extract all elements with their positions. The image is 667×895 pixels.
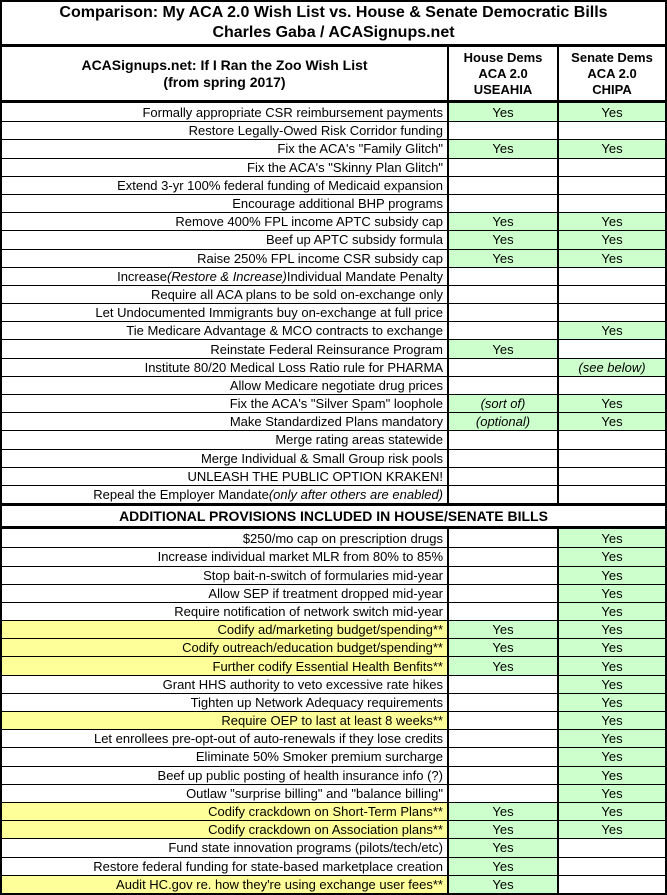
senate-value-cell: Yes <box>559 413 665 430</box>
house-value-cell <box>449 748 559 765</box>
row-label: Stop bait-n-switch of formularies mid-year <box>2 567 449 584</box>
senate-value-cell: Yes <box>559 712 665 729</box>
table-row <box>2 103 665 121</box>
senate-value-cell: Yes <box>559 395 665 412</box>
house-value-cell: Yes <box>449 876 559 893</box>
house-value-cell <box>449 603 559 620</box>
table-row <box>2 566 665 584</box>
column-header-wishlist <box>2 47 449 100</box>
table-row <box>2 620 665 638</box>
senate-value-cell <box>559 340 665 357</box>
table-row <box>2 430 665 448</box>
house-value-cell: Yes <box>449 340 559 357</box>
senate-value-cell: Yes <box>559 567 665 584</box>
table-row <box>2 747 665 765</box>
senate-value-cell: Yes <box>559 213 665 230</box>
house-value-cell <box>449 195 559 212</box>
row-label: Allow Medicare negotiate drug prices <box>2 377 449 394</box>
table-row <box>2 321 665 339</box>
row-label: Audit HC.gov re. how they're using exchange user fees** <box>2 876 449 893</box>
row-label: Make Standardized Plans mandatory <box>2 413 449 430</box>
house-value-cell <box>449 694 559 711</box>
senate-value-cell: Yes <box>559 730 665 747</box>
senate-value-cell <box>559 177 665 194</box>
row-label: Codify crackdown on Short-Term Plans** <box>2 803 449 820</box>
row-label: Further codify Essential Health Benfits** <box>2 657 449 674</box>
wishlist-section <box>2 103 665 503</box>
house-value-cell <box>449 468 559 485</box>
table-row <box>2 358 665 376</box>
senate-value-cell <box>559 122 665 139</box>
table-row <box>2 802 665 820</box>
table-row <box>2 529 665 547</box>
house-value-cell <box>449 177 559 194</box>
table-row <box>2 729 665 747</box>
senate-value-cell: Yes <box>559 803 665 820</box>
row-label: Restore Legally-Owed Risk Corridor funding <box>2 122 449 139</box>
table-row <box>2 693 665 711</box>
table-row <box>2 875 665 893</box>
house-value-cell <box>449 359 559 376</box>
page-title <box>2 2 665 47</box>
senate-value-cell: Yes <box>559 657 665 674</box>
house-value-cell: Yes <box>449 213 559 230</box>
table-row <box>2 121 665 139</box>
table-row <box>2 638 665 656</box>
house-value-cell <box>449 322 559 339</box>
house-value-cell <box>449 529 559 547</box>
house-value-cell: Yes <box>449 839 559 856</box>
senate-value-cell: Yes <box>559 585 665 602</box>
table-row <box>2 230 665 248</box>
house-value-cell <box>449 730 559 747</box>
house-value-cell: Yes <box>449 621 559 638</box>
row-label: Reinstate Federal Reinsurance Program <box>2 340 449 357</box>
table-row <box>2 485 665 503</box>
row-label: Remove 400% FPL income APTC subsidy cap <box>2 213 449 230</box>
senate-value-cell: Yes <box>559 140 665 157</box>
house-value-cell <box>449 159 559 176</box>
table-row <box>2 212 665 230</box>
table-row <box>2 766 665 784</box>
row-label: Restore federal funding for state-based marketplace creation <box>2 858 449 875</box>
column-header-senate: Senate Dems ACA 2.0 CHIPA <box>571 49 653 97</box>
table-row <box>2 267 665 285</box>
row-label: UNLEASH THE PUBLIC OPTION KRAKEN! <box>2 468 449 485</box>
row-label: Beef up APTC subsidy formula <box>2 231 449 248</box>
senate-value-cell <box>559 839 665 856</box>
house-value-cell <box>449 450 559 467</box>
row-label: Codify ad/marketing budget/spending** <box>2 621 449 638</box>
senate-value-cell: Yes <box>559 621 665 638</box>
row-label: Allow SEP if treatment dropped mid-year <box>2 585 449 602</box>
row-label: Extend 3-yr 100% federal funding of Medicaid expansion <box>2 177 449 194</box>
table-row <box>2 857 665 875</box>
row-label: Require OEP to last at least 8 weeks** <box>2 712 449 729</box>
table-row <box>2 194 665 212</box>
house-value-cell: Yes <box>449 103 559 121</box>
table-row <box>2 158 665 176</box>
table-row <box>2 784 665 802</box>
senate-value-cell: Yes <box>559 767 665 784</box>
table-row <box>2 449 665 467</box>
house-value-cell <box>449 712 559 729</box>
title-line-2: Charles Gaba / ACASignups.net <box>212 24 455 41</box>
table-row <box>2 820 665 838</box>
house-value-cell <box>449 676 559 693</box>
row-label: Fix the ACA's "Family Glitch" <box>2 140 449 157</box>
table-row <box>2 467 665 485</box>
table-row <box>2 394 665 412</box>
table-header <box>2 47 665 103</box>
senate-value-cell: Yes <box>559 250 665 267</box>
column-header-house: House Dems ACA 2.0 USEAHIA <box>449 47 559 100</box>
row-label: Encourage additional BHP programs <box>2 195 449 212</box>
house-value-cell <box>449 268 559 285</box>
row-label: Let enrollees pre-opt-out of auto-renewals if they lose credits <box>2 730 449 747</box>
senate-value-cell <box>559 286 665 303</box>
table-row <box>2 412 665 430</box>
additional-provisions-section <box>2 529 665 893</box>
senate-value-cell: Yes <box>559 103 665 121</box>
senate-value-cell: Yes <box>559 639 665 656</box>
senate-value-cell: Yes <box>559 785 665 802</box>
senate-value-cell: Yes <box>559 821 665 838</box>
table-row <box>2 285 665 303</box>
senate-value-cell: Yes <box>559 231 665 248</box>
senate-value-cell: Yes <box>559 676 665 693</box>
house-value-cell <box>449 548 559 565</box>
table-row <box>2 711 665 729</box>
table-row <box>2 176 665 194</box>
row-label: Tie Medicare Advantage & MCO contracts to exchange <box>2 322 449 339</box>
house-value-cell: Yes <box>449 803 559 820</box>
house-value-cell <box>449 122 559 139</box>
table-row <box>2 139 665 157</box>
senate-value-cell <box>559 486 665 503</box>
wishlist-header-line-1: ACASignups.net: If I Ran the Zoo Wish List <box>81 56 368 73</box>
house-value-cell: Yes <box>449 639 559 656</box>
row-label: Require notification of network switch mid-year <box>2 603 449 620</box>
row-label: Merge Individual & Small Group risk pools <box>2 450 449 467</box>
table-row <box>2 584 665 602</box>
senate-value-cell <box>559 377 665 394</box>
row-label: Increase (Restore & Increase) Individual Mandate Penalty <box>2 268 449 285</box>
house-value-cell: Yes <box>449 250 559 267</box>
house-value-cell: Yes <box>449 140 559 157</box>
table-row <box>2 838 665 856</box>
house-value-cell: Yes <box>449 858 559 875</box>
house-value-cell: Yes <box>449 657 559 674</box>
row-label: Require all ACA plans to be sold on-exchange only <box>2 286 449 303</box>
senate-value-cell <box>559 858 665 875</box>
row-label: Beef up public posting of health insurance info (?) <box>2 767 449 784</box>
house-value-cell <box>449 377 559 394</box>
house-value-cell <box>449 767 559 784</box>
row-label: Raise 250% FPL income CSR subsidy cap <box>2 250 449 267</box>
house-value-cell: Yes <box>449 231 559 248</box>
table-row <box>2 249 665 267</box>
senate-value-cell: Yes <box>559 548 665 565</box>
row-label: Institute 80/20 Medical Loss Ratio rule for PHARMA <box>2 359 449 376</box>
house-value-cell <box>449 486 559 503</box>
senate-value-cell: Yes <box>559 322 665 339</box>
house-value-cell <box>449 431 559 448</box>
house-value-cell: Yes <box>449 821 559 838</box>
table-row <box>2 303 665 321</box>
house-value-cell <box>449 585 559 602</box>
row-label: Codify crackdown on Association plans** <box>2 821 449 838</box>
row-label: Formally appropriate CSR reimbursement payments <box>2 103 449 121</box>
senate-value-cell <box>559 431 665 448</box>
house-value-cell <box>449 304 559 321</box>
row-label: Grant HHS authority to veto excessive rate hikes <box>2 676 449 693</box>
senate-value-cell <box>559 450 665 467</box>
senate-value-cell <box>559 195 665 212</box>
title-line-1: Comparison: My ACA 2.0 Wish List vs. House & Senate Democratic Bills <box>59 4 608 21</box>
senate-value-cell: Yes <box>559 529 665 547</box>
senate-value-cell <box>559 876 665 893</box>
senate-value-cell: (see below) <box>559 359 665 376</box>
row-label: Let Undocumented Immigrants buy on-exchange at full price <box>2 304 449 321</box>
row-label: Codify outreach/education budget/spending** <box>2 639 449 656</box>
table-row <box>2 376 665 394</box>
row-label: Tighten up Network Adequacy requirements <box>2 694 449 711</box>
table-row <box>2 547 665 565</box>
row-label: Merge rating areas statewide <box>2 431 449 448</box>
senate-value-cell <box>559 304 665 321</box>
house-value-cell: (sort of) <box>449 395 559 412</box>
senate-value-cell: Yes <box>559 748 665 765</box>
senate-value-cell <box>559 268 665 285</box>
table-row <box>2 339 665 357</box>
row-label: Repeal the Employer Mandate (only after others are enabled) <box>2 486 449 503</box>
table-row <box>2 675 665 693</box>
house-value-cell: (optional) <box>449 413 559 430</box>
row-label: Fix the ACA's "Skinny Plan Glitch" <box>2 159 449 176</box>
row-label: Outlaw "surprise billing" and "balance billing" <box>2 785 449 802</box>
senate-value-cell: Yes <box>559 694 665 711</box>
row-label: Increase individual market MLR from 80% to 85% <box>2 548 449 565</box>
house-value-cell <box>449 785 559 802</box>
row-label: Fix the ACA's "Silver Spam" loophole <box>2 395 449 412</box>
table-row <box>2 602 665 620</box>
row-label: Fund state innovation programs (pilots/tech/etc) <box>2 839 449 856</box>
row-label: Eliminate 50% Smoker premium surcharge <box>2 748 449 765</box>
row-label: $250/mo cap on prescription drugs <box>2 529 449 547</box>
senate-value-cell: Yes <box>559 603 665 620</box>
wishlist-header-line-2: (from spring 2017) <box>163 73 286 90</box>
additional-provisions-header: ADDITIONAL PROVISIONS INCLUDED IN HOUSE/SENATE BILLS <box>2 503 665 529</box>
senate-value-cell <box>559 159 665 176</box>
table-row <box>2 656 665 674</box>
house-value-cell <box>449 286 559 303</box>
senate-value-cell <box>559 468 665 485</box>
house-value-cell <box>449 567 559 584</box>
